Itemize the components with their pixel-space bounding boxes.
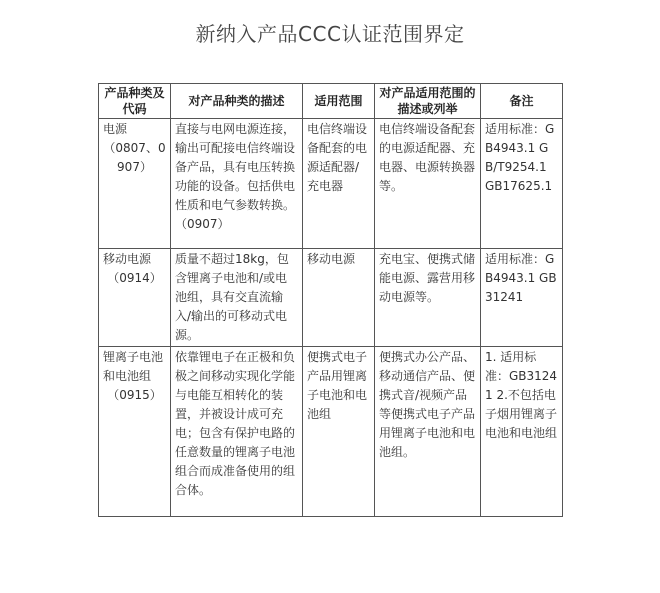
description-cell: 依靠锂电子在正极和负极之间移动实现化学能与电能互相转化的装置，并被设计成可充电；包含有保护电路的任意数量的锂离子电池组合而成准备使用的组合体。 <box>171 347 303 517</box>
product-kind-name: 锂离子电池和电池组 <box>103 350 164 383</box>
description-cell: 直接与电网电源连接，输出可配接电信终端设备产品，具有电压转换功能的设备。包括供电性质和电气参数转换。（0907） <box>171 119 303 249</box>
remarks-cell: 适用标准：GB4943.1 GB31241 <box>481 249 563 347</box>
table-row <box>99 119 563 249</box>
scope-description-cell: 电信终端设备配套的电源适配器、充电器、电源转换器等。 <box>375 119 481 249</box>
scope-description-cell: 充电宝、便携式储能电源、露营用移动电源等。 <box>375 249 481 347</box>
scope-cell: 便携式电子产品用锂离子电池和电池组 <box>303 347 375 517</box>
product-kind-name: 移动电源 <box>103 252 152 266</box>
remarks-cell: 适用标准：GB4943.1 GB/T9254.1 GB17625.1 <box>481 119 563 249</box>
table-header-row <box>99 84 563 119</box>
description-cell: 质量不超过18kg，包含锂离子电池和/或电池组，具有交直流输入/输出的可移动式电源。 <box>171 249 303 347</box>
header-product-kind: 产品种类及代码 <box>99 84 171 119</box>
ccc-scope-table <box>98 83 563 517</box>
table-row <box>99 249 563 347</box>
product-kind-cell <box>99 119 171 249</box>
product-kind-cell <box>99 249 171 347</box>
header-remarks: 备注 <box>481 84 563 119</box>
product-kind-cell <box>99 347 171 517</box>
header-description: 对产品种类的描述 <box>171 84 303 119</box>
product-kind-code: （0915） <box>107 388 162 402</box>
remarks-cell: 1. 适用标准：GB31241 2.不包括电子烟用锂离子电池和电池组 <box>481 347 563 517</box>
product-kind-code: （0914） <box>107 271 162 285</box>
table-row <box>99 347 563 517</box>
header-scope-description: 对产品适用范围的描述或列举 <box>375 84 481 119</box>
page-title: 新纳入产品CCC认证范围界定 <box>195 22 465 46</box>
product-kind-name: 电源 <box>103 122 128 136</box>
scope-description-cell: 便携式办公产品、移动通信产品、便携式音/视频产品等便携式电子产品用锂离子电池和电池组。 <box>375 347 481 517</box>
scope-cell: 电信终端设备配套的电源适配器/充电器 <box>303 119 375 249</box>
scope-cell: 移动电源 <box>303 249 375 347</box>
product-kind-code: （0807、0907） <box>103 141 166 174</box>
header-scope: 适用范围 <box>303 84 375 119</box>
